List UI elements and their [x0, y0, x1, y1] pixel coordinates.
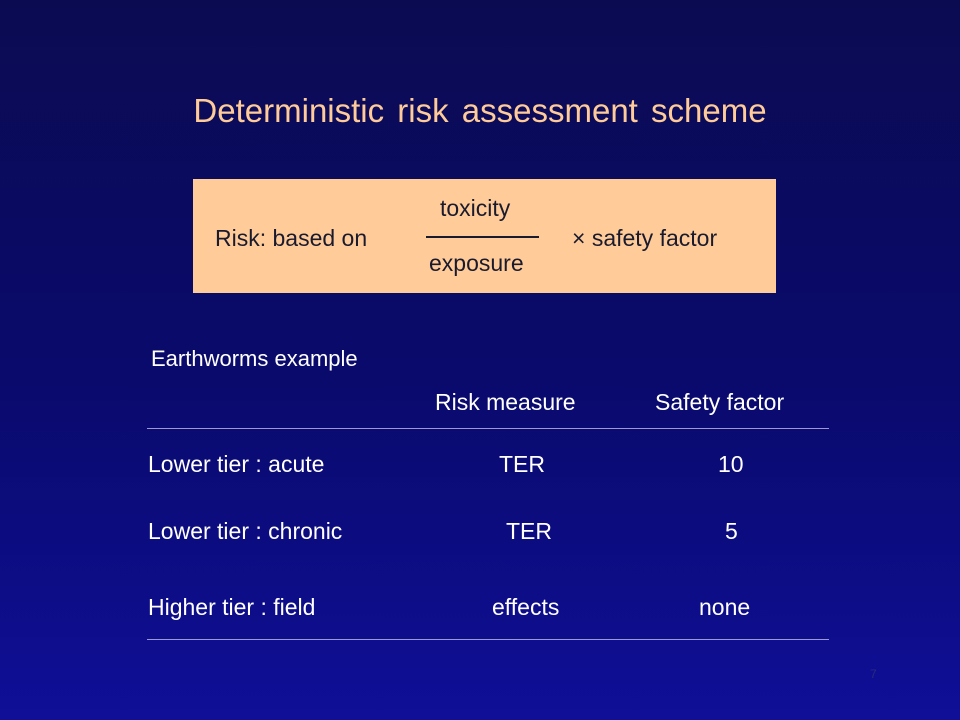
table-top-rule — [147, 428, 829, 429]
row-risk-measure: effects — [492, 594, 560, 620]
formula-suffix: × safety factor — [572, 225, 718, 251]
row-tier: Lower tier : chronic — [148, 518, 343, 544]
row-risk-measure: TER — [506, 518, 552, 544]
formula-numerator: toxicity — [440, 195, 511, 221]
page-number: 7 — [870, 667, 877, 681]
example-label: Earthworms example — [151, 346, 358, 371]
formula-prefix: Risk: based on — [215, 225, 368, 251]
formula-denominator: exposure — [429, 250, 524, 276]
row-tier: Higher tier : field — [148, 594, 316, 620]
row-tier: Lower tier : acute — [148, 451, 325, 477]
column-header-safety-factor: Safety factor — [655, 389, 785, 415]
row-safety-factor: 5 — [725, 518, 738, 544]
row-safety-factor: 10 — [718, 451, 744, 477]
slide-title: Deterministic risk assessment scheme — [193, 92, 767, 129]
fraction-bar — [426, 236, 539, 238]
table-bottom-rule — [147, 639, 829, 640]
row-risk-measure: TER — [499, 451, 545, 477]
formula-box — [193, 179, 776, 293]
column-header-risk-measure: Risk measure — [435, 389, 576, 415]
row-safety-factor: none — [699, 594, 751, 620]
